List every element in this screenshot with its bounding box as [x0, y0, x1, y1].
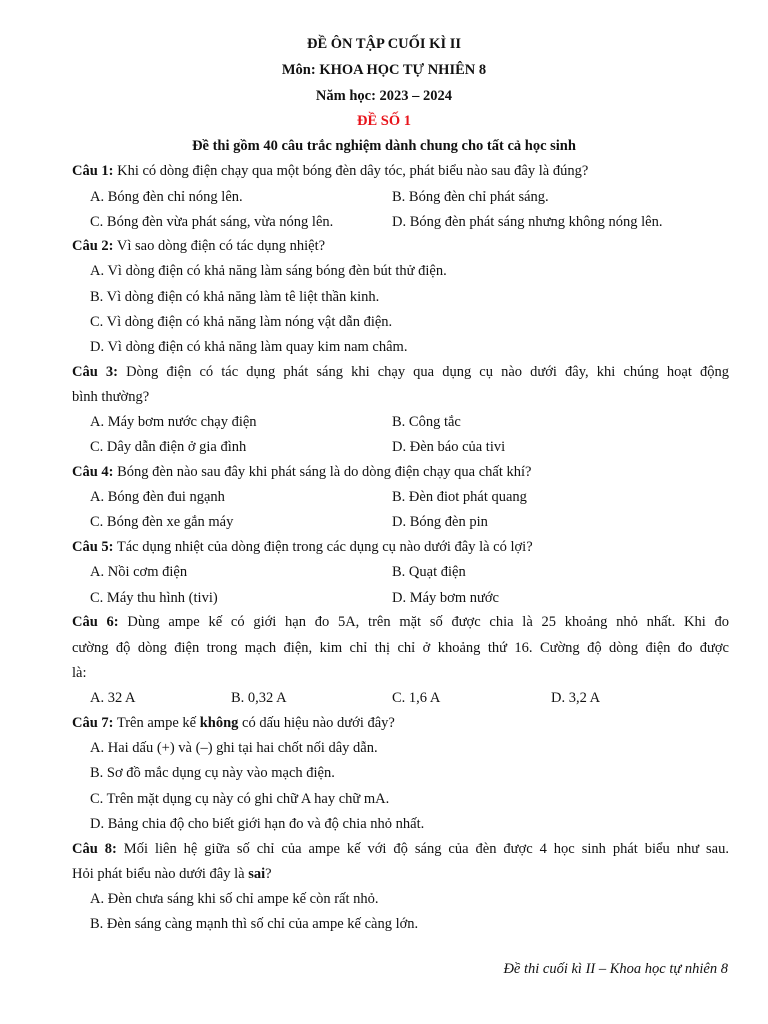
q3-option-b: B. Công tắc	[392, 414, 461, 430]
q3-option-c: C. Dây dẫn điện ở gia đình	[90, 439, 247, 455]
question-text: Dòng điện có tác dụng phát sáng khi chạy qua dụng cụ nào dưới đây, khi chúng hoạt động	[117, 364, 729, 380]
question-text: Vì sao dòng điện có tác dụng nhiệt?	[113, 238, 326, 254]
q6-option-c: C. 1,6 A	[392, 690, 441, 706]
question-6-cont: cường độ dòng điện trong mạch điện, kim chỉ thị chỉ ở khoảng thứ 16. Cường độ dòng điện đo được	[72, 640, 729, 656]
q7-option-a: A. Hai dấu (+) và (–) ghi tại hai chốt nối dây dẫn.	[90, 740, 378, 756]
q4-option-d: D. Bóng đèn pin	[392, 514, 488, 530]
q2-option-d: D. Vì dòng điện có khả năng làm quay kim nam châm.	[90, 339, 408, 355]
question-emphasis: sai	[248, 866, 266, 882]
question-number: Câu 2:	[72, 238, 114, 254]
question-number: Câu 3:	[72, 364, 118, 380]
q1-option-a: A. Bóng đèn chỉ nóng lên.	[90, 189, 243, 205]
question-text: Khi có dòng điện chạy qua một bóng đèn dây tóc, phát biểu nào sau đây là đúng?	[113, 163, 589, 179]
q5-option-a: A. Nồi cơm điện	[90, 564, 188, 580]
q4-option-a: A. Bóng đèn đui ngạnh	[90, 489, 225, 505]
question-text: Dùng ampe kế có giới hạn đo 5A, trên mặt số được chia là 25 khoảng nhỏ nhất. Khi đo	[118, 614, 729, 630]
exam-title: ĐỀ ÔN TẬP CUỐI KÌ II	[306, 36, 462, 52]
question-6-cont-2: là:	[72, 665, 87, 681]
q8-option-a: A. Đèn chưa sáng khi số chỉ ampe kế còn rất nhỏ.	[90, 891, 379, 907]
question-number: Câu 4:	[72, 464, 114, 480]
question-text: Bóng đèn nào sau đây khi phát sáng là do dòng điện chạy qua chất khí?	[113, 464, 532, 480]
q3-option-d: D. Đèn báo của tivi	[392, 439, 506, 455]
q7-option-c: C. Trên mặt dụng cụ này có ghi chữ A hay chữ mA.	[90, 791, 390, 807]
question-number: Câu 6:	[72, 614, 119, 630]
question-1	[72, 163, 588, 180]
q7-option-d: D. Bảng chia độ cho biết giới hạn đo và độ chia nhỏ nhất.	[90, 816, 425, 832]
question-text: Hỏi phát biểu nào dưới đây là	[72, 866, 249, 882]
q1-option-c: C. Bóng đèn vừa phát sáng, vừa nóng lên.	[90, 214, 334, 230]
q7-option-b: B. Sơ đồ mắc dụng cụ này vào mạch điện.	[90, 765, 335, 781]
exam-year: Năm học: 2023 – 2024	[315, 88, 453, 104]
q2-option-c: C. Vì dòng điện có khả năng làm nóng vật dẫn điện.	[90, 314, 393, 330]
question-text: Tác dụng nhiệt của dòng điện trong các dụng cụ nào dưới đây là có lợi?	[113, 539, 533, 555]
q6-option-d: D. 3,2 A	[551, 690, 601, 706]
q4-option-b: B. Đèn điot phát quang	[392, 489, 527, 505]
q6-option-b: B. 0,32 A	[231, 690, 287, 706]
question-emphasis: không	[199, 715, 239, 731]
q1-option-b: B. Bóng đèn chỉ phát sáng.	[392, 189, 549, 205]
question-number: Câu 1:	[72, 163, 114, 179]
question-7	[72, 715, 395, 732]
question-2	[72, 238, 325, 255]
question-8-cont	[72, 866, 272, 883]
q3-option-a: A. Máy bơm nước chạy điện	[90, 414, 257, 430]
q6-option-a: A. 32 A	[90, 690, 136, 706]
question-3	[72, 364, 729, 381]
exam-number: ĐỀ SỐ 1	[357, 113, 411, 129]
q5-option-b: B. Quạt điện	[392, 564, 466, 580]
question-6	[72, 614, 729, 631]
question-text-end: ?	[265, 866, 272, 882]
exam-intro: Đề thi gồm 40 câu trắc nghiệm dành chung cho tất cả học sinh	[192, 138, 576, 154]
question-5	[72, 539, 533, 556]
q8-option-b: B. Đèn sáng càng mạnh thì số chỉ của ampe kế càng lớn.	[90, 916, 419, 932]
question-text-end: có dấu hiệu nào dưới đây?	[238, 715, 395, 731]
q2-option-a: A. Vì dòng điện có khả năng làm sáng bóng đèn bút thử điện.	[90, 263, 447, 279]
question-number: Câu 5:	[72, 539, 114, 555]
exam-subject: Môn: KHOA HỌC TỰ NHIÊN 8	[281, 62, 487, 78]
question-number: Câu 8:	[72, 841, 117, 857]
q4-option-c: C. Bóng đèn xe gắn máy	[90, 514, 234, 530]
q5-option-c: C. Máy thu hình (tivi)	[90, 590, 218, 606]
question-8	[72, 841, 729, 858]
page-footer: Đề thi cuối kì II – Khoa học tự nhiên 8	[503, 961, 728, 977]
question-text: Mối liên hệ giữa số chỉ của ampe kế với độ sáng của đèn được 4 học sinh phát biểu như sau.	[116, 841, 729, 857]
question-number: Câu 7:	[72, 715, 114, 731]
q2-option-b: B. Vì dòng điện có khả năng làm tê liệt thần kinh.	[90, 289, 380, 305]
question-text: Trên ampe kế	[113, 715, 200, 731]
q1-option-d: D. Bóng đèn phát sáng nhưng không nóng lên.	[392, 214, 663, 230]
question-3-cont: bình thường?	[72, 389, 150, 405]
q5-option-d: D. Máy bơm nước	[392, 590, 499, 606]
question-4	[72, 464, 531, 481]
